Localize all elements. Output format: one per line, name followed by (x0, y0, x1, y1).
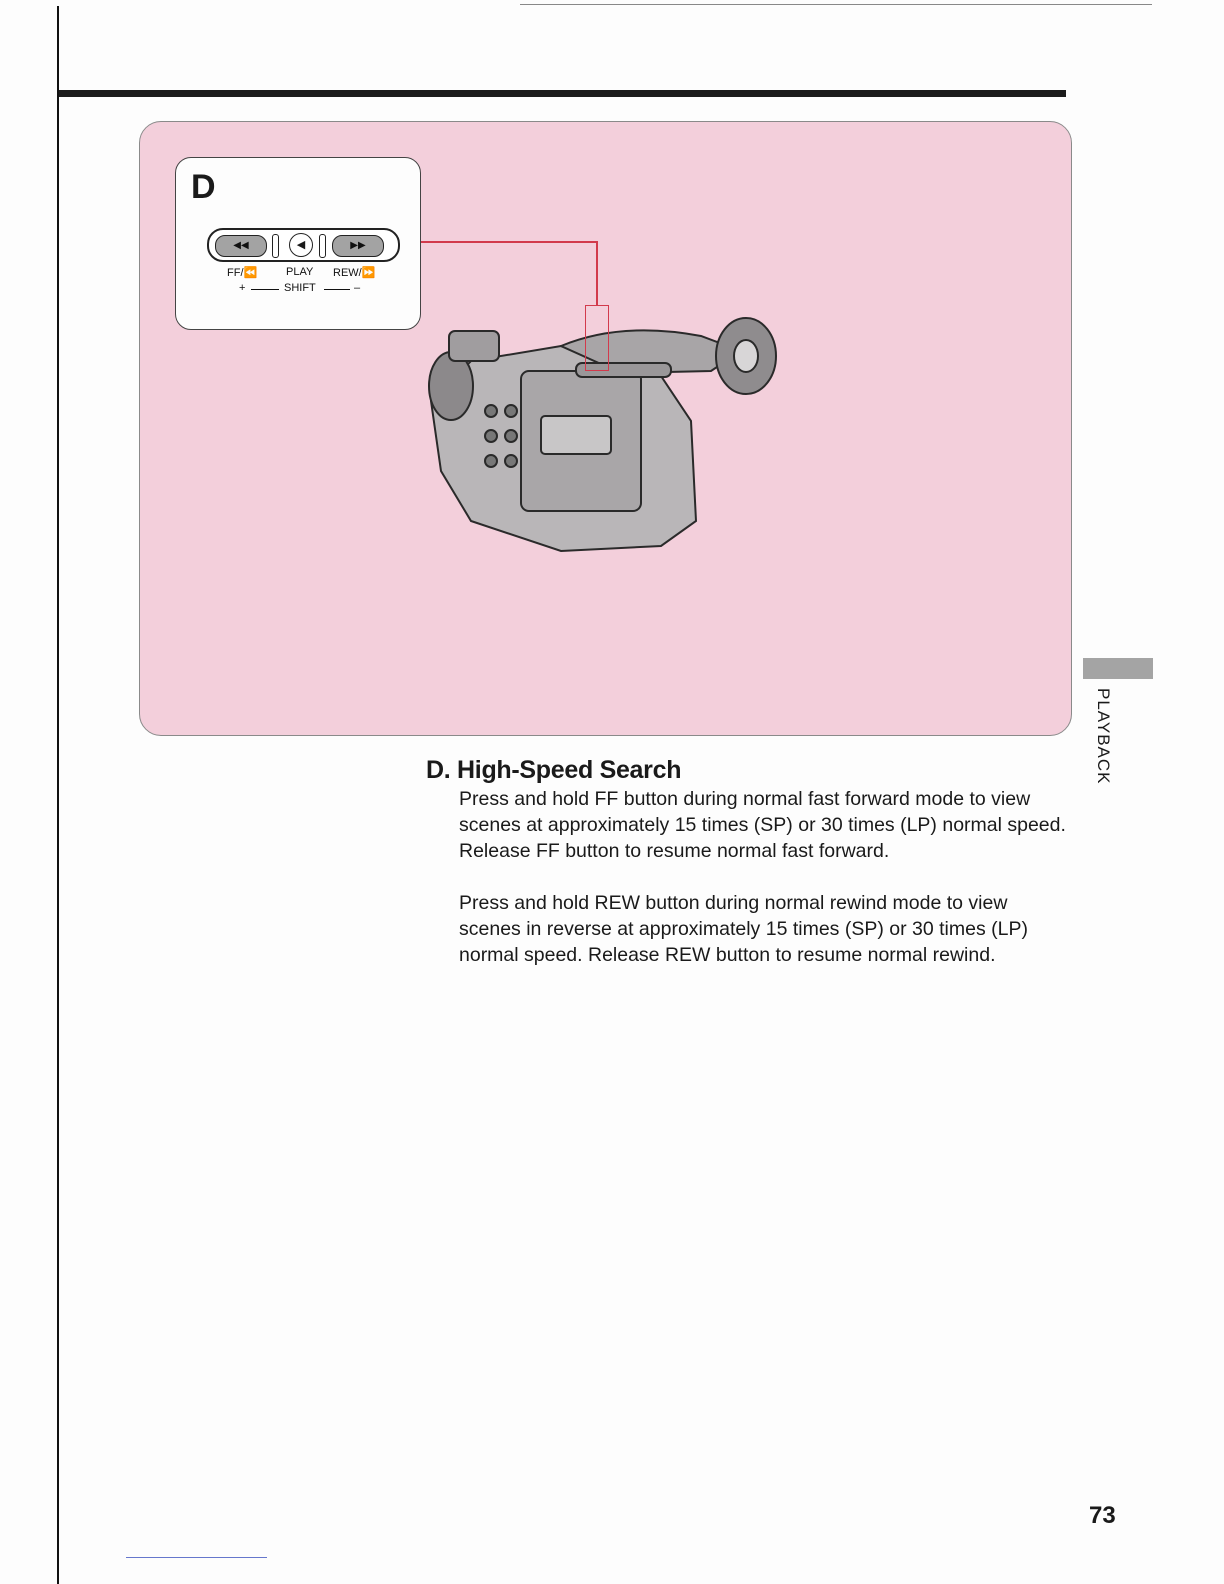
tape-control-buttons (207, 228, 400, 262)
bottom-rule (126, 1557, 267, 1558)
side-tab-marker (1083, 658, 1153, 679)
paragraph-rew: Press and hold REW button during normal rewind mode to view scenes in reverse at approximately 15 times (SP) or 30 times (LP) normal speed. Release REW button to resume normal rewind. (459, 892, 1028, 966)
plus-label: + (239, 282, 246, 294)
ff-button: ◀◀ (215, 235, 267, 257)
ff-label: FF/⏪ (227, 267, 258, 279)
button-separator (272, 234, 279, 258)
callout-letter: D (191, 168, 216, 206)
rew-button: ▶▶ (332, 235, 384, 257)
eyepiece-lens (734, 340, 758, 372)
indicator-box (585, 305, 609, 371)
lens-hood-top (449, 331, 499, 361)
page-left-edge (57, 6, 59, 1584)
top-thin-rule (520, 4, 1152, 5)
lens (429, 352, 473, 420)
indicator-line-vertical (596, 241, 598, 305)
rew-label: REW/⏩ (333, 267, 376, 279)
play-button: ◀ (289, 233, 313, 257)
section-heading: D. High-Speed Search (426, 756, 682, 784)
header-rule (59, 90, 1066, 97)
paragraph-ff: Press and hold FF button during normal fast forward mode to view scenes at approximately 15 times (SP) or 30 times (LP) normal speed. Release FF button to resume normal fast forward. (459, 788, 1066, 862)
button-separator (319, 234, 326, 258)
callout-box (175, 157, 421, 330)
shift-label: SHIFT (284, 282, 316, 294)
display-window (541, 416, 611, 454)
indicator-line-horizontal (421, 241, 596, 243)
shift-line-left (251, 289, 279, 290)
minus-label: – (354, 282, 361, 294)
play-label: PLAY (286, 266, 314, 278)
page-number: 73 (1089, 1502, 1116, 1529)
side-tab-label: PLAYBACK (1094, 688, 1113, 785)
shift-line-right (324, 289, 350, 290)
